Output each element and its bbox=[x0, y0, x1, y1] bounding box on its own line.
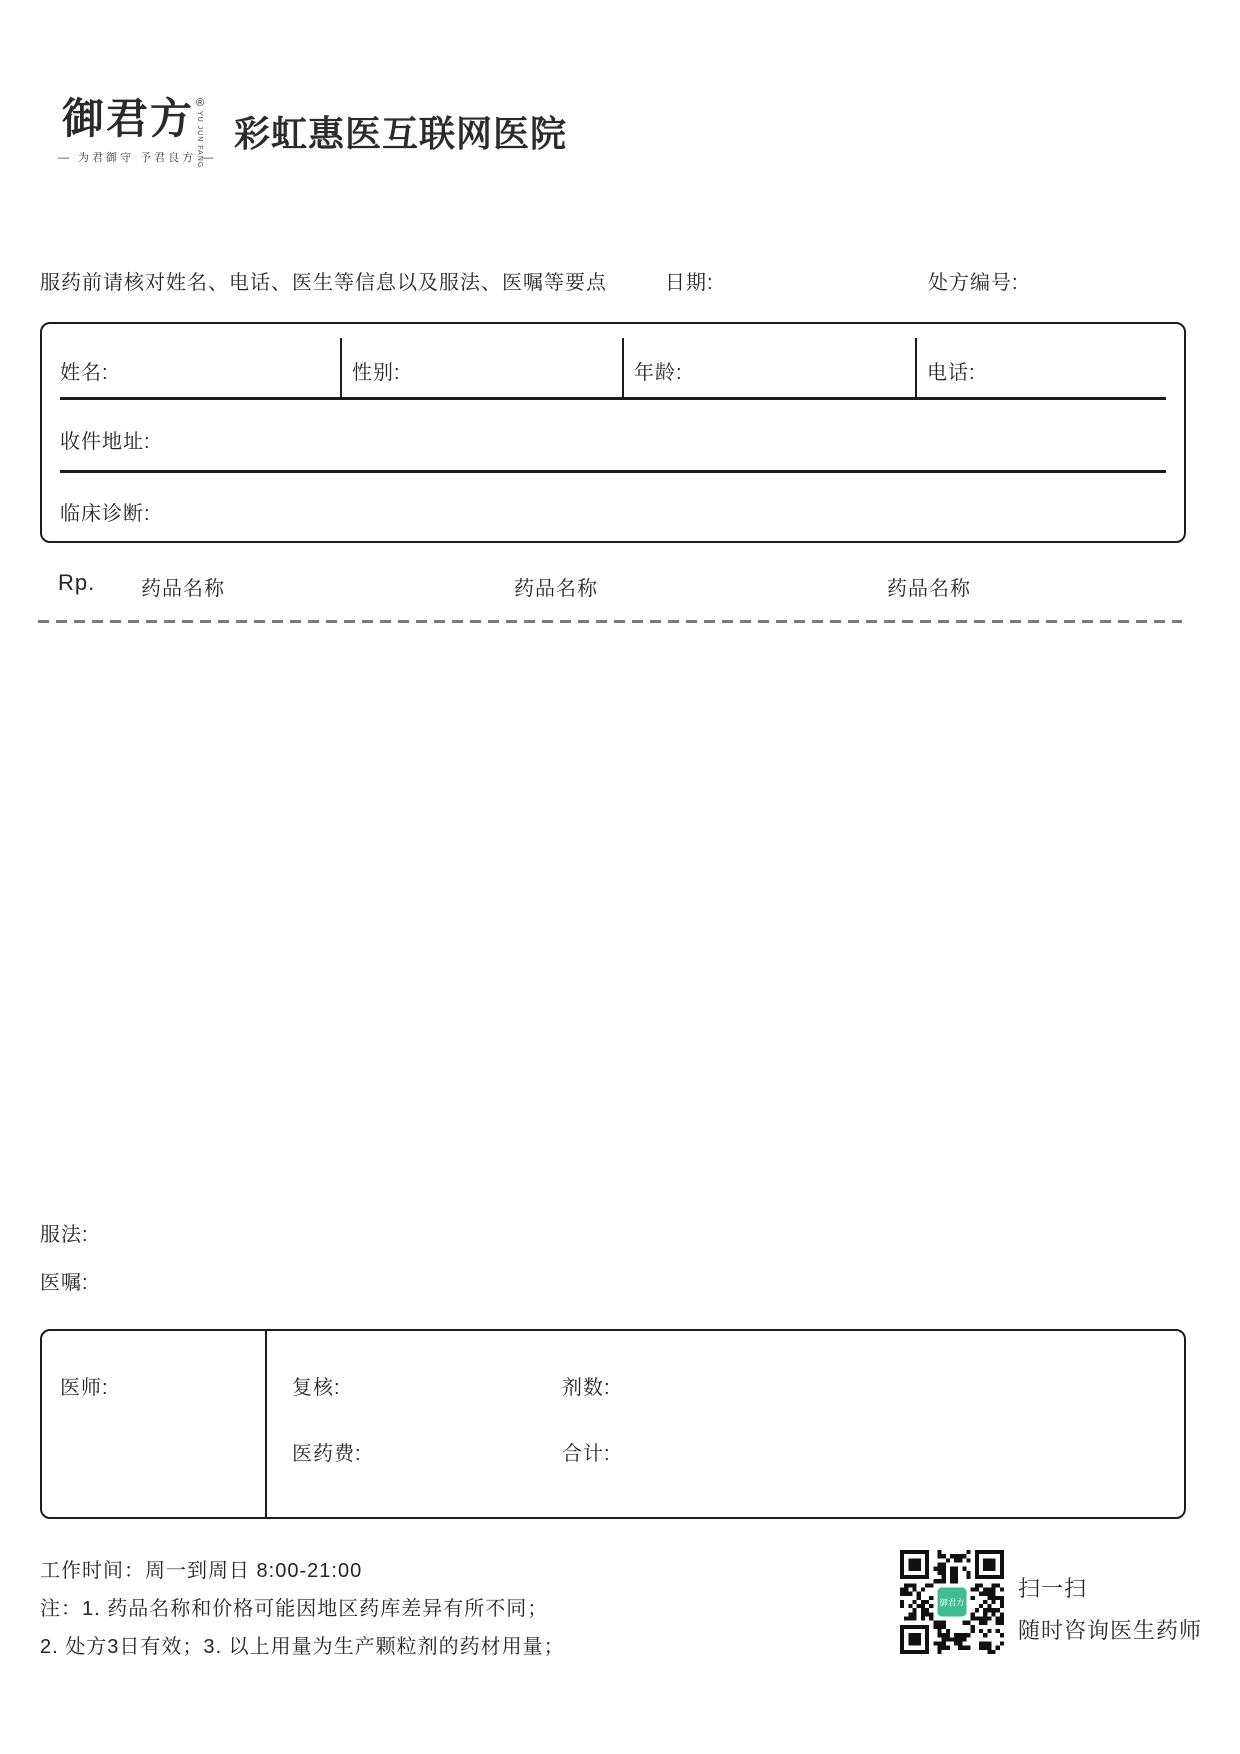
row-divider bbox=[60, 397, 1166, 400]
diagnosis-label: 临床诊断: bbox=[60, 503, 151, 525]
physician-label: 医师: bbox=[60, 1377, 109, 1399]
dose-count-label: 剂数: bbox=[562, 1377, 611, 1399]
rp-label: Rp. bbox=[58, 570, 96, 595]
column-divider bbox=[265, 1331, 267, 1517]
scan-title: 扫一扫 bbox=[1018, 1576, 1088, 1601]
row-divider bbox=[60, 470, 1166, 473]
column-divider bbox=[915, 338, 917, 397]
address-label: 收件地址: bbox=[60, 431, 151, 453]
review-label: 复核: bbox=[292, 1377, 341, 1399]
dashed-separator bbox=[38, 620, 1182, 623]
drug-column-header-3: 药品名称 bbox=[887, 578, 971, 600]
qr-center-logo-text: 御君方 bbox=[939, 1597, 965, 1608]
qr-finder-tr bbox=[975, 1550, 1004, 1579]
prescription-body-area bbox=[40, 630, 1182, 1190]
patient-info-box bbox=[40, 322, 1186, 543]
usage-label: 服法: bbox=[40, 1224, 89, 1246]
column-divider bbox=[622, 338, 624, 397]
total-label: 合计: bbox=[562, 1443, 611, 1465]
working-hours: 工作时间：周一到周日 8:00-21:00 bbox=[40, 1560, 363, 1582]
hospital-title: 彩虹惠医互联网医院 bbox=[234, 113, 568, 154]
note-line-2: 2. 处方3日有效；3. 以上用量为生产颗粒剂的药材用量； bbox=[40, 1636, 565, 1658]
brand-tagline: — 为君御守 予君良方 — bbox=[58, 152, 217, 164]
advice-label: 医嘱: bbox=[40, 1272, 89, 1294]
medicine-fee-label: 医药费: bbox=[292, 1443, 362, 1465]
qr-code-icon bbox=[900, 1550, 1004, 1654]
gender-label: 性别: bbox=[352, 362, 401, 384]
age-label: 年龄: bbox=[634, 362, 683, 384]
scan-subtitle: 随时咨询医生药师 bbox=[1018, 1618, 1203, 1643]
date-label: 日期: bbox=[665, 272, 714, 294]
phone-label: 电话: bbox=[927, 362, 976, 384]
drug-column-header-1: 药品名称 bbox=[141, 578, 225, 600]
drug-column-header-2: 药品名称 bbox=[514, 578, 598, 600]
qr-finder-bl bbox=[900, 1625, 929, 1654]
note-line-1: 注：1. 药品名称和价格可能因地区药库差异有所不同； bbox=[40, 1598, 549, 1620]
name-label: 姓名: bbox=[60, 362, 109, 384]
logo-text: 御君方 bbox=[62, 94, 195, 143]
signoff-box bbox=[40, 1329, 1186, 1519]
column-divider bbox=[340, 338, 342, 397]
registered-trademark-icon: ® bbox=[196, 97, 205, 109]
logo-pinyin-text: YU JUN FANG bbox=[196, 111, 204, 169]
qr-finder-tl bbox=[900, 1550, 929, 1579]
pre-check-notice: 服药前请核对姓名、电话、医生等信息以及服法、医嘱等要点 bbox=[40, 272, 607, 294]
rx-number-label: 处方编号: bbox=[928, 272, 1019, 294]
